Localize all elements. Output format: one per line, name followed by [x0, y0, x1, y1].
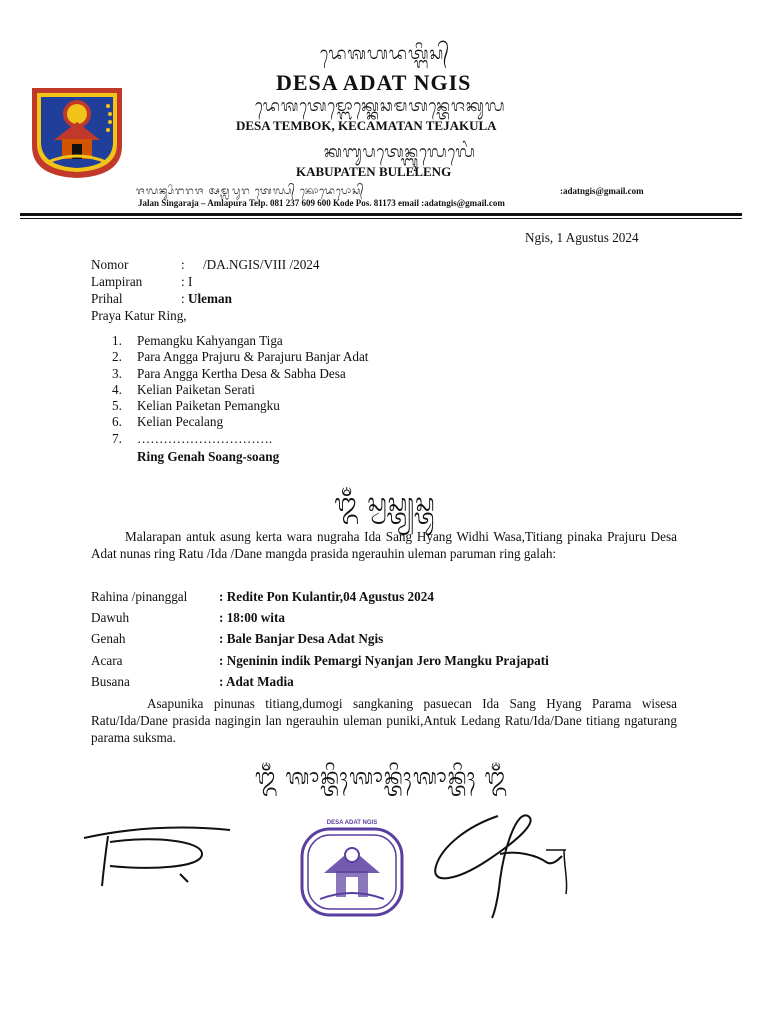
letter-date: Ngis, 1 Agustus 2024: [525, 230, 639, 245]
desa-adat-stamp: [298, 815, 406, 919]
detail-row: Acara : Ngeninin indik Pemargi Nyanjan Jero Mangku Prajapati: [91, 653, 549, 668]
letterhead-email-inline: :adatngis@gmail.com: [560, 186, 644, 196]
letterhead: [0, 0, 768, 220]
meta-sep: : I: [181, 274, 193, 289]
list-item: 2. Para Angga Prajuru & Parajuru Banjar Adat: [112, 349, 369, 365]
list-item: 5. Kelian Paiketan Pemangku: [112, 398, 280, 414]
detail-row: Dawuh : 18:00 wita: [91, 610, 285, 625]
meta-label: Prihal: [91, 291, 123, 306]
letterhead-script-1: ᬤᬾᬰᬳᬤᬢ᭄ᬗᬶᬲ᭄: [320, 44, 451, 64]
stamp-text: DESA ADAT NGIS: [326, 820, 378, 826]
body-paragraph-2: Asapunika pinunas titiang,dumogi sangkaning pasuecan Ida Sang Hyang Parama wisesa Ratu/Ida/Dane prasida nagingin lan ngerauhin uleman puniki,Antuk Ledang Ratu/Ida/Dane titiang ngaturang parama suksma.: [91, 696, 677, 746]
meta-label: Lampiran: [91, 274, 143, 289]
meta-value: Uleman: [187, 291, 232, 306]
letterhead-address: Jalan Singaraja – Amlapura Telp. 081 237 609 600 Kode Pos. 81173 email :adatngis@gmail.com: [138, 198, 505, 208]
salutation: Praya Katur Ring,: [91, 308, 187, 323]
letterhead-script-2: ᬤᬾᬰᬢᬾᬫ᭄ᬩᭀᬓ᭄ᬓᬾᬘᬫᬢᬦ᭄ᬢᬾᬚᬓᬸᬮ: [255, 96, 506, 115]
list-item: 3. Para Angga Kertha Desa & Sabha Desa: [112, 365, 346, 381]
list-item: 4. Kelian Paiketan Serati: [112, 381, 255, 397]
body-paragraph-1: Malarapan antuk asung kerta wara nugraha Ida Sang Hyang Widhi Wasa,Titiang pinaka Prajuru Desa Adat nunas ring Ratu /Ida /Dane mangda prasida ngerauhin uleman paruman ring galah:: [91, 529, 677, 562]
list-item: 1. Pemangku Kahyangan Tiga: [112, 333, 283, 348]
signature-left: [80, 820, 240, 890]
meta-sep: :: [181, 291, 185, 306]
letterhead-title: DESA ADAT NGIS: [276, 70, 472, 95]
letterhead-script-3: ᬓᬩᬸᬧᬢᬾᬦ᭄ᬩᬸᬮᬾᬮᬾᬂ: [324, 142, 476, 161]
opening-script: ᬑᬁ ᬲ᭄ᬯᬲ᭄ᬢ᭄ᬬᬲ᭄ᬢᬸ: [334, 489, 436, 517]
recipients-footer: Ring Genah Soang-soang: [137, 449, 280, 464]
meta-nomor: [91, 257, 319, 274]
letterhead-rule-thin: [20, 218, 742, 219]
letterhead-rule-thick: [20, 213, 742, 216]
meta-label: Nomor: [91, 257, 129, 272]
meta-value: /DA.NGIS/VIII /2024: [203, 257, 320, 272]
signature-right: [428, 810, 588, 920]
detail-row: Rahina /pinanggal : Redite Pon Kulantir,04 Agustus 2024: [91, 589, 434, 604]
letter-meta: [91, 257, 319, 325]
list-item: 7. ………………………….: [112, 430, 273, 446]
meta-lampiran: [91, 274, 319, 291]
letterhead-district: DESA TEMBOK, KECAMATAN TEJAKULA: [236, 118, 497, 133]
desa-adat-logo: [28, 84, 126, 180]
closing-script: ᬑᬁ ᬰᬵᬦ᭄ᬢᬶᬄᬰᬵᬦ᭄ᬢᬶᬄᬰᬵᬦ᭄ᬢᬶᬄ ᬑᬁ: [254, 765, 508, 790]
list-item: 6. Kelian Pecalang: [112, 414, 224, 430]
detail-row: Genah : Bale Banjar Desa Adat Ngis: [91, 631, 384, 646]
detail-row: Busana : Adat Madia: [91, 674, 294, 689]
recipient-list: [112, 333, 368, 447]
meta-sep: :: [181, 257, 185, 272]
letterhead-contact-script-row: [136, 181, 668, 195]
letterhead-regency: KABUPATEN BULELENG: [296, 164, 452, 179]
letterhead-contact-script: ᬚᬮᬦ᭄ᬲᬶᬗᬭᬚ ᬅᬫ᭄ᬮᬧᬸᬭ ᬢᬾᬮ᭄ᬧ᭄ ᬓᭀᬤᬾᬧᭀᬲ᭄: [136, 186, 365, 197]
meta-prihal: [91, 291, 319, 308]
